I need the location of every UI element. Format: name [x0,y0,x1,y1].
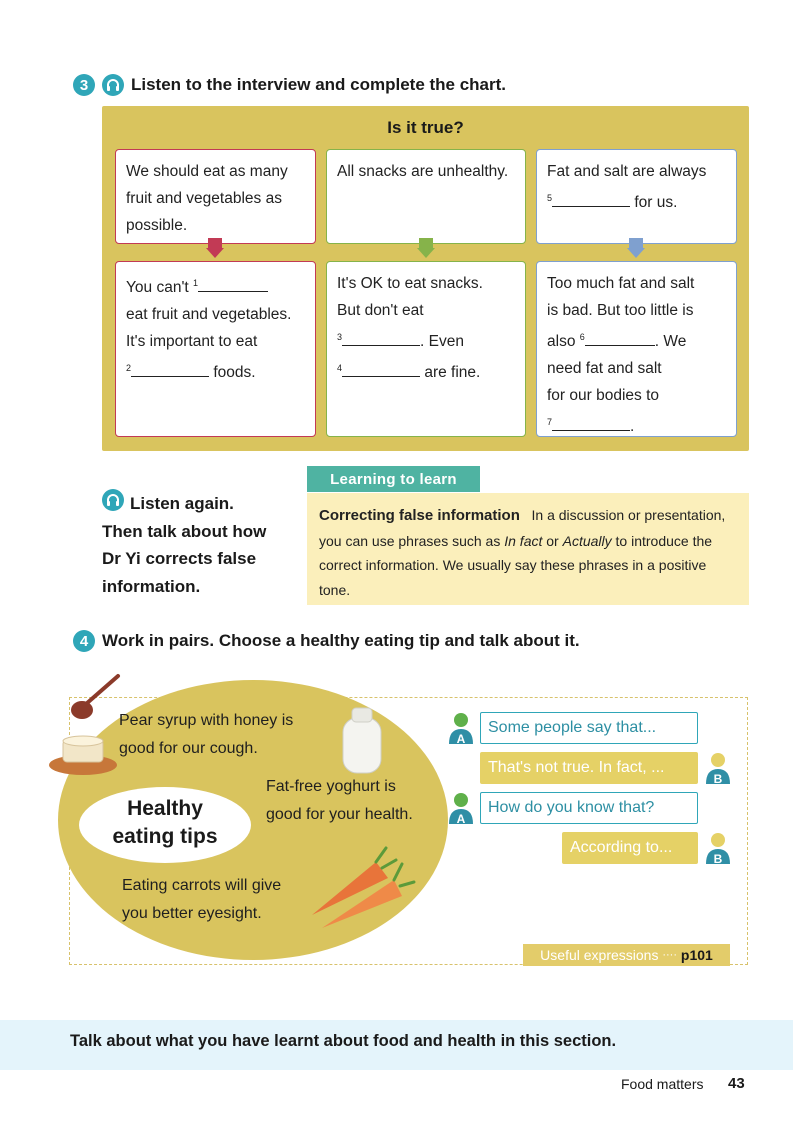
top-card-text: We should eat as many fruit and vegetables as possible. [126,163,288,234]
chapter-name: Food matters [621,1076,704,1092]
dialogue-line-2: That's not true. In fact, ... [480,752,698,784]
answer-blank-7[interactable] [552,414,630,431]
svg-text:B: B [713,852,723,866]
dialogue-line-4: According to... [562,832,698,864]
dialogue-line-3: How do you know that? [480,792,698,824]
speaker-a-icon [447,712,475,751]
arrow-down-icon [627,248,645,258]
svg-text:B: B [713,772,723,786]
yoghurt-icon [343,718,381,773]
useful-expressions-link[interactable]: Useful expressions ···· p101 [523,944,730,966]
headphones-icon [102,74,124,96]
section4-title: Work in pairs. Choose a healthy eating tip and talk about it. [102,631,580,650]
tip-carrots: Eating carrots will give you better eyesight. [122,877,282,922]
section3-title: Listen to the interview and complete the chart. [131,75,507,94]
arrow-down-icon [417,248,435,258]
top-card-fruit-veg [115,149,316,244]
answer-blank-1[interactable] [198,275,268,292]
answer-blank-6[interactable] [585,329,655,346]
healthy-eating-tips-label: Healthy eating tips [112,797,218,848]
page-number: 43 [728,1075,745,1092]
svg-text:A: A [456,732,466,746]
top-card-text: All snacks are unhealthy. [337,163,509,180]
top-card-text: for us. [634,194,678,212]
listen-again-text: Listen again. Then talk about how Dr Yi corrects false information. [102,494,267,596]
learning-to-learn-tab: Learning to learn [307,466,480,492]
bottom-card-fat-salt: Too much fat and salt is bad. But too little is also $^6$ . We need fat and salt for our bodies to $^7$ . [536,261,737,437]
section-number-3: 3 [73,74,95,96]
chart-title: Is it true? [387,118,464,137]
spoon-icon [86,676,118,704]
ltl-heading: Correcting false information [319,507,520,524]
speaker-b-icon [704,832,732,871]
answer-blank-3[interactable] [342,329,420,346]
tip-pear-syrup: Pear syrup with honey is good for our cough. [119,712,294,757]
answer-blank-2[interactable] [131,360,209,377]
bottom-card-fruit-veg: You can't $^1$ eat fruit and vegetables. It's important to eat $^2$ foods. [115,261,316,437]
dialogue-line-1: Some people say that... [480,712,698,744]
tip-yoghurt: Fat-free yoghurt is good for your health. [266,778,413,823]
blank-number: 5 [547,193,553,203]
svg-text:A: A [456,812,466,826]
section-number-4: 4 [73,630,95,652]
arrow-down-icon [206,248,224,258]
footer-task-text: Talk about what you have learnt about food and health in this section. [70,1032,617,1050]
is-it-true-chart [102,106,749,451]
top-card-fat-salt [536,149,737,244]
bottom-card-snacks: It's OK to eat snacks. But don't eat $^3$ . Even $^4$ are fine. [326,261,526,437]
answer-blank-4[interactable] [342,360,420,377]
speaker-b-icon [704,752,732,791]
answer-blank-5[interactable] [552,190,630,207]
learning-to-learn-box: Correcting false information In a discussion or presentation, you can use phrases such as In fact or Actually to introduce the correct information. We usually say these phrases in a positive tone. [307,493,749,605]
top-card-snacks [326,149,526,244]
top-card-text: Fat and salt are always [547,163,707,180]
speaker-a-icon [447,792,475,831]
